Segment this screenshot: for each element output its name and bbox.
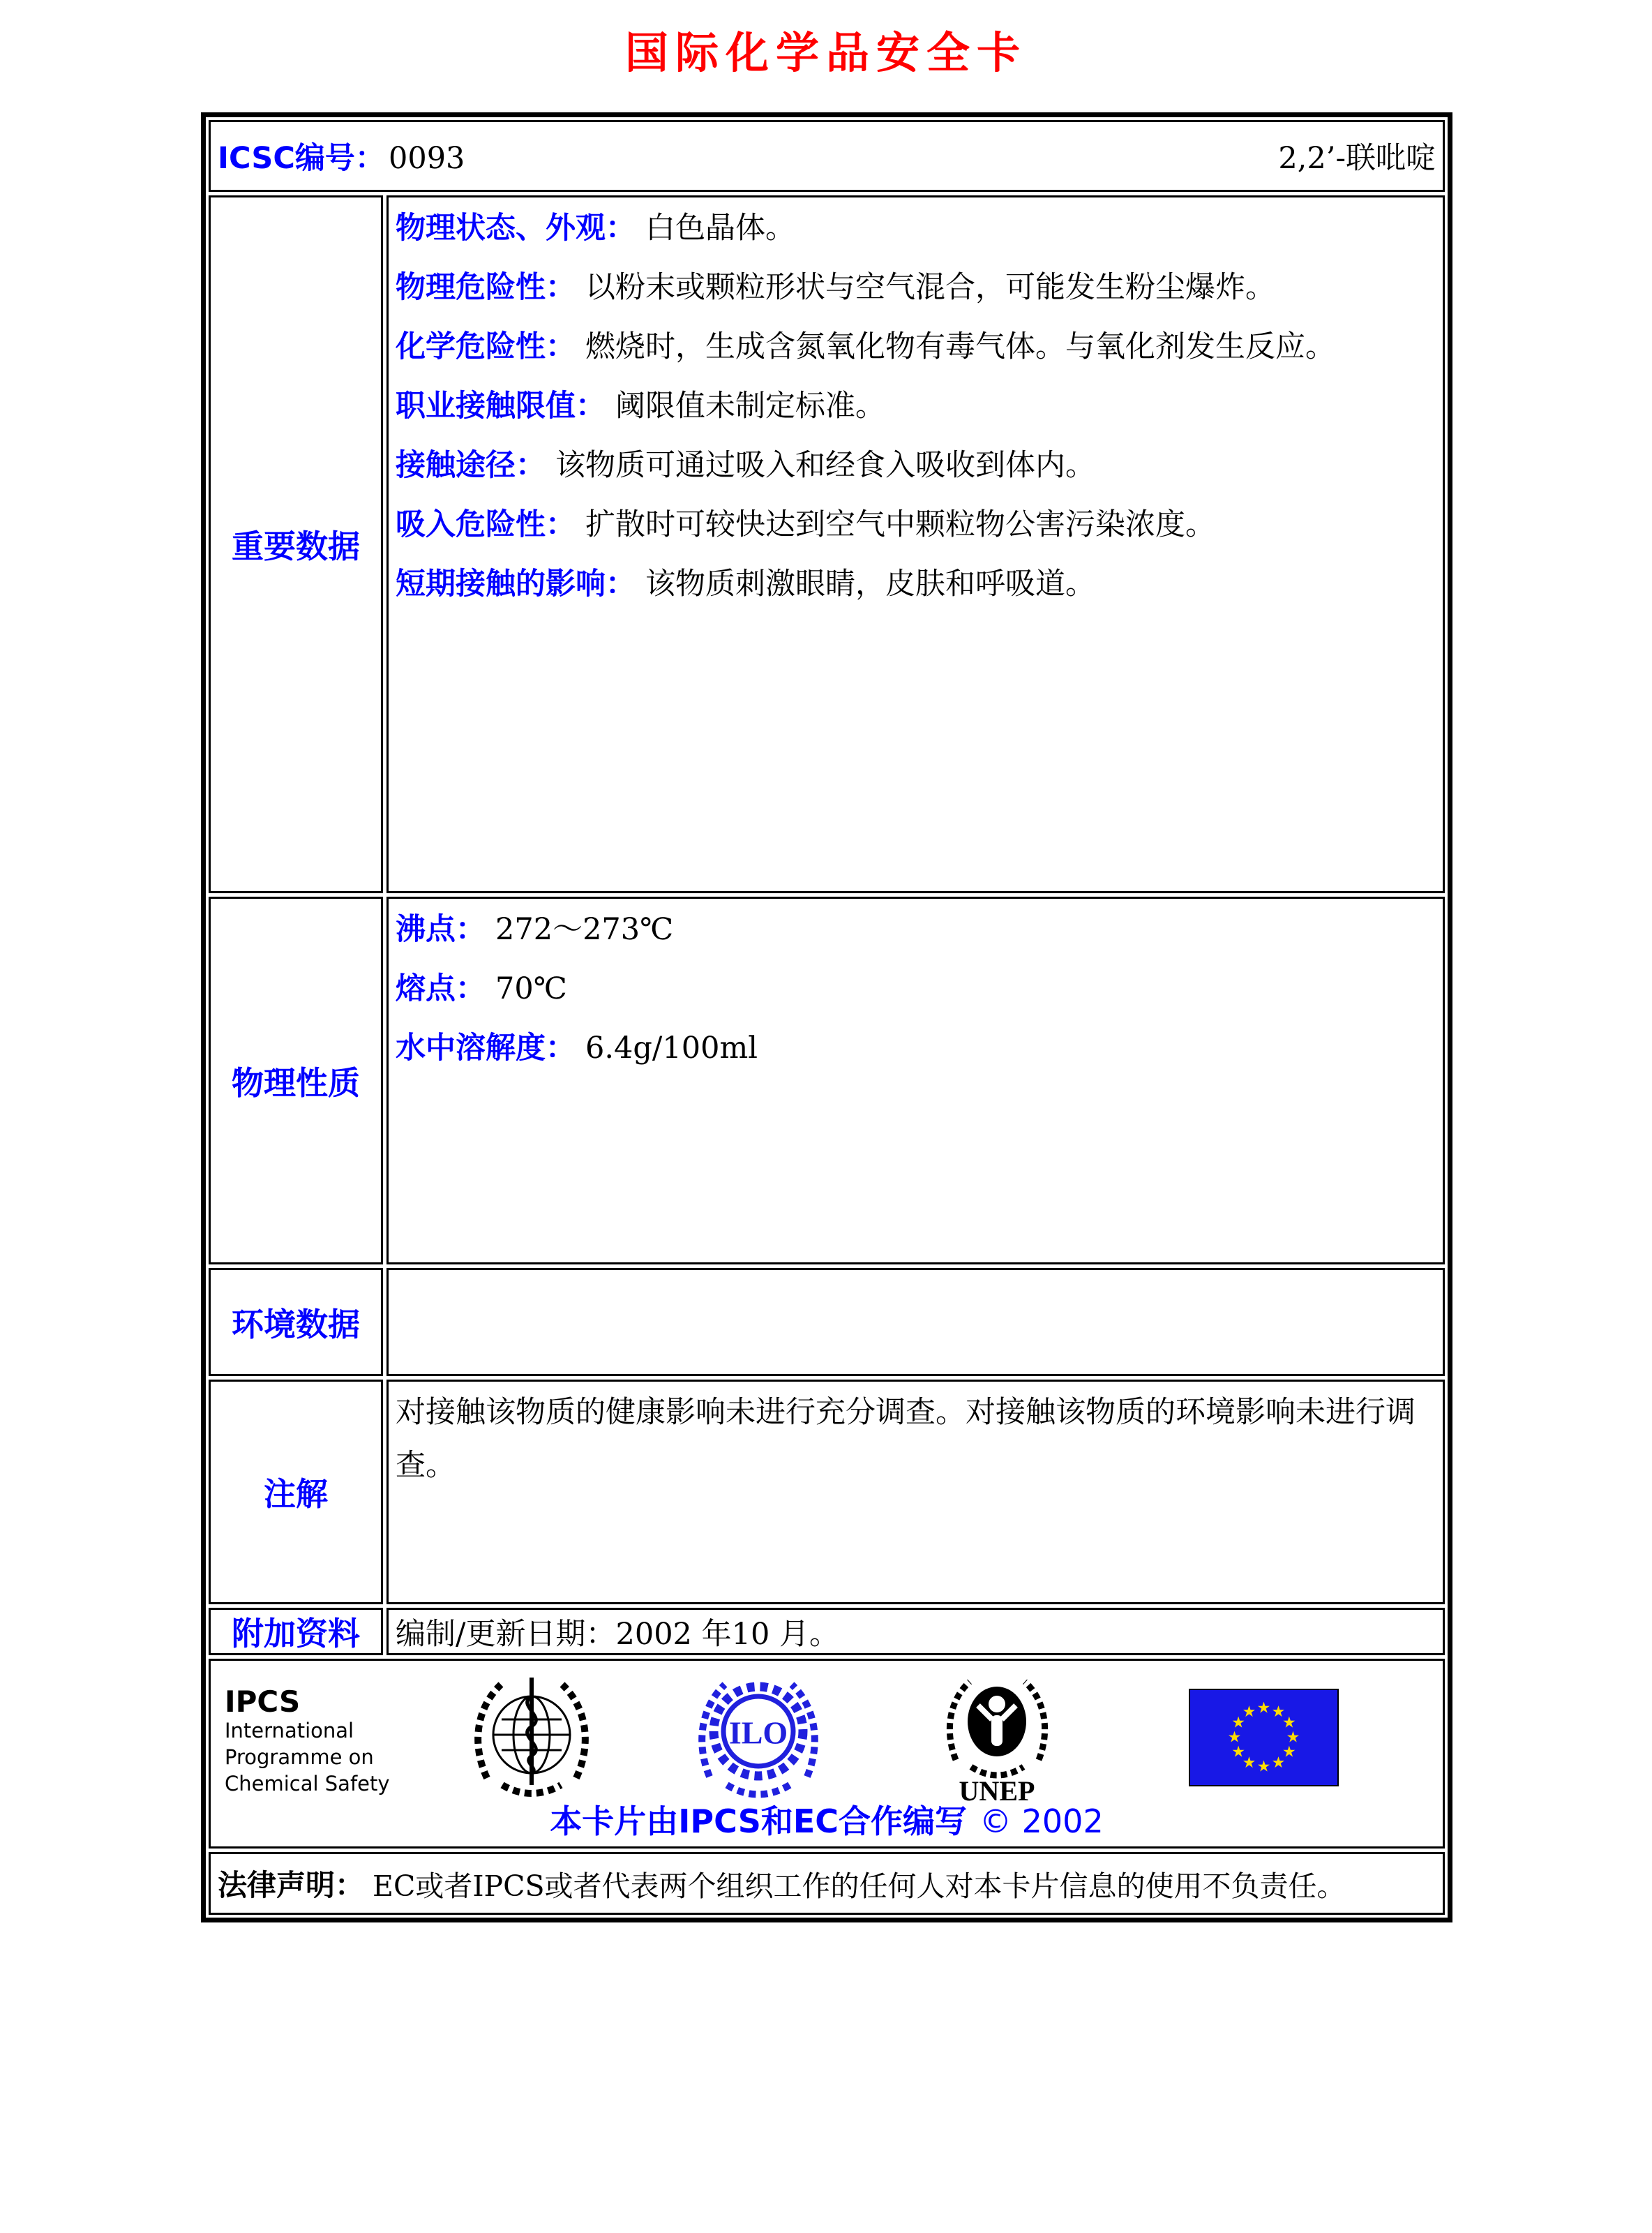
section-content-physical-properties [386, 897, 1445, 1264]
ipcs-line: Programme on [225, 1745, 374, 1769]
credit-text: 本卡片由IPCS和EC合作编写 [550, 1802, 968, 1840]
field-value: 70℃ [495, 971, 567, 1006]
legal-row [209, 1852, 1445, 1915]
field-value: 272～273℃ [495, 912, 674, 947]
update-date-text: 编制/更新日期：2002 年10 月。 [396, 1616, 839, 1652]
icsc-page [0, 18, 1652, 1903]
field-label: 沸点： [396, 912, 486, 947]
copyright-text: © 2002 [979, 1802, 1104, 1840]
section-content-environmental-data [386, 1268, 1445, 1376]
footer-row [209, 1659, 1445, 1849]
field-label: 接触途径： [396, 448, 546, 483]
field-row [396, 202, 1434, 261]
legal-label: 法律声明： [218, 1868, 365, 1902]
field-label: 物理状态、外观： [396, 211, 636, 246]
credit-line [211, 1796, 1443, 1842]
section-additional-info [209, 1608, 1445, 1655]
field-label: 化学危险性： [396, 329, 576, 364]
field-value: 白色晶体。 [645, 211, 795, 246]
svg-text:★: ★ [1256, 1699, 1271, 1717]
field-value: 6.4g/100ml [585, 1031, 758, 1066]
svg-text:★: ★ [1282, 1714, 1296, 1732]
field-row [396, 558, 1434, 617]
field-row [396, 903, 1434, 962]
field-label: 吸入危险性： [396, 507, 576, 542]
svg-text:★: ★ [1231, 1714, 1245, 1732]
section-label-text: 附加资料 [232, 1615, 360, 1652]
section-label-physical-properties [209, 897, 383, 1264]
field-value: 该物质刺激眼睛，皮肤和呼吸道。 [645, 567, 1095, 602]
field-label: 短期接触的影响： [396, 567, 636, 602]
ipcs-text-block [225, 1686, 390, 1797]
legal-text: EC或者IPCS或者代表两个组织工作的任何人对本卡片信息的使用不负责任。 [373, 1869, 1346, 1903]
icsc-number-group [218, 135, 465, 177]
ipcs-line: Chemical Safety [225, 1771, 390, 1795]
section-label-text: 注解 [264, 1475, 328, 1513]
ilo-logo-icon [689, 1665, 828, 1807]
svg-text:★: ★ [1282, 1743, 1296, 1761]
section-label-text: 物理性质 [232, 1063, 360, 1102]
section-content-notes [386, 1380, 1445, 1604]
section-content-additional-info [386, 1608, 1445, 1655]
icsc-number-label: ICSC编号： [218, 141, 385, 176]
ipcs-acronym: IPCS [225, 1685, 301, 1719]
svg-text:★: ★ [1242, 1703, 1256, 1722]
svg-text:★: ★ [1271, 1754, 1286, 1772]
svg-text:★: ★ [1286, 1728, 1300, 1747]
header-cell [209, 120, 1445, 192]
field-label: 水中溶解度： [396, 1031, 576, 1066]
field-value: 扩散时可较快达到空气中颗粒物公害污染浓度。 [585, 507, 1215, 542]
svg-text:★: ★ [1227, 1728, 1242, 1747]
section-physical-properties [209, 897, 1445, 1264]
field-value: 该物质可通过吸入和经食入吸收到体内。 [555, 448, 1095, 483]
section-notes [209, 1380, 1445, 1604]
field-label: 职业接触限值： [396, 389, 606, 424]
section-content-important-data [386, 195, 1445, 893]
field-row [396, 380, 1434, 439]
field-value: 阈限值未制定标准。 [615, 389, 885, 424]
field-row [396, 261, 1434, 320]
ilo-monogram: ILO [728, 1715, 788, 1751]
field-label: 物理危险性： [396, 270, 576, 305]
unep-logo-icon [936, 1662, 1058, 1812]
section-important-data [209, 195, 1445, 893]
icsc-number-value: 0093 [388, 141, 465, 176]
field-row [396, 320, 1434, 380]
section-label-important-data [209, 195, 383, 893]
svg-text:★: ★ [1242, 1754, 1256, 1772]
field-value: 以粉末或颗粒形状与空气混合，可能发生粉尘爆炸。 [585, 270, 1275, 305]
field-label: 熔点： [396, 971, 486, 1006]
chemical-name: 2,2’-联吡啶 [1278, 141, 1436, 176]
notes-text: 对接触该物质的健康影响未进行充分调查。对接触该物质的环境影响未进行调查。 [396, 1395, 1416, 1483]
section-label-text: 重要数据 [232, 528, 360, 565]
eu-flag-icon [1189, 1689, 1339, 1789]
field-row [396, 1022, 1434, 1081]
field-row [396, 498, 1434, 558]
section-label-notes [209, 1380, 383, 1604]
safety-card [201, 112, 1452, 1922]
footer-cell [209, 1659, 1445, 1849]
header-row [209, 120, 1445, 192]
legal-cell [209, 1852, 1445, 1915]
field-row [396, 962, 1434, 1022]
page-title: 国际化学品安全卡 [624, 27, 1027, 78]
section-environmental-data [209, 1268, 1445, 1376]
field-value: 燃烧时，生成含氮氧化物有毒气体。与氧化剂发生反应。 [585, 329, 1335, 364]
ipcs-line: International [225, 1719, 354, 1743]
svg-text:★: ★ [1256, 1758, 1271, 1776]
svg-text:★: ★ [1231, 1743, 1245, 1761]
section-label-environmental-data [209, 1268, 383, 1376]
unep-caption: UNEP [959, 1775, 1035, 1807]
svg-text:★: ★ [1271, 1703, 1286, 1722]
who-logo-icon [462, 1665, 601, 1807]
field-row [396, 439, 1434, 498]
section-label-additional-info [209, 1608, 383, 1655]
section-label-text: 环境数据 [232, 1305, 360, 1343]
